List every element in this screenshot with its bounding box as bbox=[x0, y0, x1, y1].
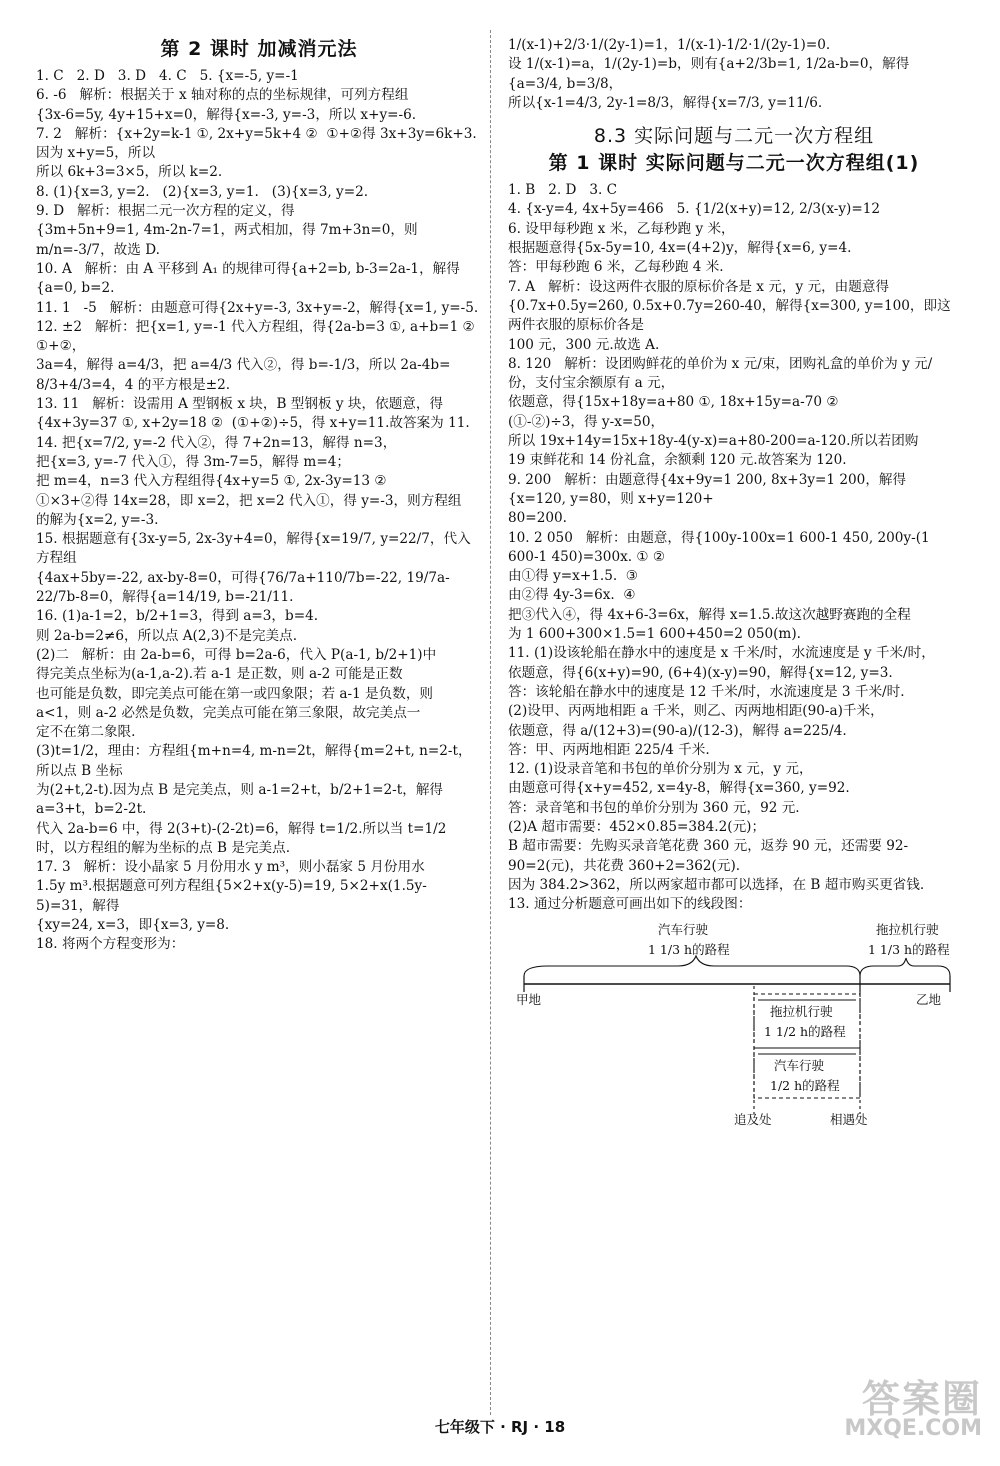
answer-line: 8. 120 解析：设团购鲜花的单价为 x 元/束，团购礼盒的单价为 y 元/ bbox=[508, 355, 933, 372]
answer-line: 3a=4，解得 a=4/3，把 a=4/3 代入②，得 b=-1/3，所以 2a-4b= bbox=[36, 357, 451, 374]
answer-line: 19 束鲜花和 14 份礼盒，余额剩 120 元.故答案为 120. bbox=[508, 452, 847, 469]
answer-line: 80=200. bbox=[508, 510, 567, 527]
answer-line: 则 2a-b=2≠6，所以点 A(2,3)不是完美点. bbox=[36, 627, 298, 644]
answer-line: 代入 2a-b=6 中，得 2(3+t)-(2-2t)=6，解得 t=1/2.所以当 t=1/2 bbox=[36, 820, 447, 837]
page-footer: 七年级下 · RJ · 18 bbox=[434, 1418, 566, 1436]
answer-line: 13. 通过分析题意可画出如下的线段图： bbox=[508, 896, 752, 913]
answer-line: 1. C 2. D 3. D 4. C 5. {x=-5, y=-1 bbox=[36, 68, 299, 84]
answer-line: 10. 2 050 解析：由题意，得{100y-100x=1 600-1 450, 200y-(1 600-1 450)=300x. ① ② bbox=[508, 529, 935, 565]
answer-line: 答：录音笔和书包的单价分别为 360 元，92 元. bbox=[508, 799, 800, 816]
watermark-url: MXQE.COM bbox=[844, 1416, 982, 1441]
answer-line: 定不在第二象限. bbox=[36, 724, 136, 741]
answer-line: 6. -6 解析：根据关于 x 轴对称的点的坐标规律，可列方程组 bbox=[36, 87, 409, 104]
right-column bbox=[508, 36, 960, 1130]
answer-line: 8. (1){x=3, y=2. (2){x=3, y=1. (3){x=3, y=2. bbox=[36, 183, 369, 200]
answer-line: 100 元，300 元.故选 A. bbox=[508, 336, 660, 353]
answer-line: (①-②)÷3，得 y-x=50， bbox=[508, 413, 665, 430]
answer-line: 依题意，得{6(x+y)=90, (6+4)(x-y)=90，解得{x=12, y=3. bbox=[508, 664, 893, 681]
answer-line: 1. B 2. D 3. C bbox=[508, 182, 618, 199]
tractor-mid-label-2: 1 1/2 h的路程 bbox=[764, 1024, 846, 1040]
answer-line: 答：该轮船在静水中的速度是 12 千米/时，水流速度是 3 千米/时. bbox=[508, 683, 905, 700]
answer-line: 15. 根据题意有{3x-y=5, 2x-3y+4=0，解得{x=19/7, y=22/7，代入方程组 bbox=[36, 531, 471, 567]
answer-line: 18. 将两个方程变形为： bbox=[36, 936, 185, 953]
answer-line: 为(2+t,2-t).因为点 B 是完美点，则 a-1=2+t，b/2+1=2-t，解得 bbox=[36, 781, 444, 798]
answer-line: 所以{x-1=4/3, 2y-1=8/3，解得{x=7/3, y=11/6. bbox=[508, 94, 823, 111]
meet-label: 相遇处 bbox=[830, 1112, 868, 1128]
answer-line: 13. 11 解析：设需用 A 型钢板 x 块，B 型钢板 y 块，依题意，得 bbox=[36, 396, 444, 413]
answer-line: 根据题意得{5x-5y=10, 4x=(4+2)y，解得{x=6, y=4. bbox=[508, 240, 852, 257]
answer-line: 7. 2 解析：{x+2y=k-1 ①, 2x+y=5k+4 ② ①+②得 3x+3y=6k+3.因为 x+y=5，所以 bbox=[36, 125, 477, 162]
answer-line: 9. 200 解析：由题意得{4x+9y=1 200, 8x+3y=1 200，解得{x=120, y=80，则 x+y=120+ bbox=[508, 471, 907, 507]
answer-line: 12. (1)设录音笔和书包的单价分别为 x 元，y 元， bbox=[508, 761, 813, 778]
answer-line: 把③代入④，得 4x+6-3=6x，解得 x=1.5.故这次越野赛跑的全程 bbox=[508, 606, 911, 623]
answer-line: 为 1 600+300×1.5=1 600+450=2 050(m). bbox=[508, 626, 801, 643]
answer-line: 答：甲、丙两地相距 225/4 千米. bbox=[508, 741, 710, 758]
answer-line: 把{x=3, y=-7 代入①，得 3m-7=5，解得 m=4； bbox=[36, 453, 350, 470]
answer-line: 4. {x-y=4, 4x+5y=466 5. {1/2(x+y)=12, 2/3(x-y)=12 bbox=[508, 201, 881, 218]
answer-line: (3)t=1/2，理由：方程组{m+n=4, m-n=2t，解得{m=2+t, n=2-t，所以点 B 坐标 bbox=[36, 743, 472, 779]
answer-line: 12. ±2 解析：把{x=1, y=-1 代入方程组，得{2a-b=3 ①, a+b=1 ② ①+②， bbox=[36, 318, 480, 355]
answer-line: 份，支付宝余额原有 a 元， bbox=[508, 375, 675, 392]
answer-line: (2)设甲、丙两地相距 a 千米，则乙、丙两地相距(90-a)千米， bbox=[508, 703, 884, 720]
answer-line: ①×3+②得 14x=28，即 x=2，把 x=2 代入①，得 y=-3，则方程组 bbox=[36, 492, 462, 509]
column-divider bbox=[490, 30, 491, 1415]
answer-line: 所以 6k+3=3×5，所以 k=2. bbox=[36, 164, 223, 181]
answer-line: {0.7x+0.5y=260, 0.5x+0.7y=260-40，解得{x=300, y=100，即这两件衣服的原标价各是 bbox=[508, 297, 951, 334]
tractor-mid-label: 拖拉机行驶 bbox=[770, 1004, 833, 1020]
answer-line: 所以 19x+14y=15x+18y-4(y-x)=a+80-200=a-120.所以若团购 bbox=[508, 433, 919, 450]
right-answer-list bbox=[508, 181, 960, 914]
start-label: 甲地 bbox=[516, 992, 542, 1008]
left-answer-list bbox=[36, 67, 482, 955]
answer-line: 得完美点坐标为(a-1,a-2).若 a-1 是正数，则 a-2 可能是正数 bbox=[36, 666, 403, 683]
answer-line: 7. A 解析：设这两件衣服的原标价各是 x 元，y 元，由题意得 bbox=[508, 278, 890, 295]
answer-line: 90=2(元)，共花费 360+2=362(元). bbox=[508, 857, 741, 874]
answer-line: {3m+5n+9=1, 4m-2n-7=1，两式相加，得 7m+3n=0，则 m/n=-3/7，故选 D. bbox=[36, 222, 422, 258]
answer-line: 把 m=4，n=3 代入方程组得{4x+y=5 ①, 2x-3y=13 ② bbox=[36, 473, 387, 490]
answer-line: 设 1/(x-1)=a，1/(2y-1)=b，则有{a+2/3b=1, 1/2a-b=0，解得{a=3/4, b=3/8， bbox=[508, 56, 910, 92]
catch-up-label: 追及处 bbox=[734, 1112, 772, 1128]
answer-line: 1.5y m³.根据题意可列方程组{5×2+x(y-5)=19, 5×2+x(1.5y-5)=31，解得 bbox=[36, 878, 427, 914]
answer-line: 由①得 y=x+1.5. ③ bbox=[508, 568, 638, 585]
car-top-label: 汽车行驶 bbox=[658, 922, 709, 938]
answer-line: 8/3+4/3=4，4 的平方根是±2. bbox=[36, 376, 231, 393]
answer-line: 答：甲每秒跑 6 米，乙每秒跑 4 米. bbox=[508, 259, 724, 276]
answer-line: 17. 3 解析：设小晶家 5 月份用水 y m³，则小磊家 5 月份用水 bbox=[36, 859, 425, 876]
answer-line: {4x+3y=37 ①, x+2y=18 ② (①+②)÷5，得 x+y=11.故答案为 11. bbox=[36, 415, 470, 432]
answer-line: 16. (1)a-1=2，b/2+1=3，得到 a=3，b=4. bbox=[36, 608, 319, 625]
left-column bbox=[36, 36, 482, 955]
answer-line: 也可能是负数，即完美点可能在第一或四象限；若 a-1 是负数，则 bbox=[36, 685, 434, 702]
answer-line: {4ax+5by=-22, ax-by-8=0，可得{76/7a+110/7b=-22, 19/7a-22/7b-8=0，解得{a=14/19, b=-21/11. bbox=[36, 569, 450, 606]
answer-line: 的解为{x=2, y=-3. bbox=[36, 511, 159, 528]
answer-line: (2)A 超市需要：452×0.85=384.2(元)； bbox=[508, 818, 766, 835]
answer-line: {xy=24, x=3，即{x=3, y=8. bbox=[36, 917, 230, 934]
answer-line: 11. 1 -5 解析：由题意可得{2x+y=-3, 3x+y=-2，解得{x=1, y=-5. bbox=[36, 299, 479, 316]
answer-line: 14. 把{x=7/2, y=-2 代入②，得 7+2n=13，解得 n=3， bbox=[36, 434, 397, 451]
car-mid-label: 汽车行驶 bbox=[774, 1058, 825, 1074]
answer-line: 因为 384.2>362，所以两家超市都可以选择，在 B 超市购买更省钱. bbox=[508, 876, 925, 893]
answer-line: 由题意可得{x+y=452, x=4y-8，解得{x=360, y=92. bbox=[508, 780, 850, 797]
continued-answer bbox=[508, 36, 960, 113]
answer-line: 时，以方程组的解为坐标的点 B 是完美点. bbox=[36, 839, 291, 856]
answer-line: (2)二 解析：由 2a-b=6，可得 b=2a-6，代入 P(a-1, b/2+1)中 bbox=[36, 646, 437, 663]
answer-line: 10. A 解析：由 A 平移到 A₁ 的规律可得{a+2=b, b-3=2a-1，解得{a=0, b=2. bbox=[36, 260, 460, 297]
answer-line: 6. 设甲每秒跑 x 米，乙每秒跑 y 米， bbox=[508, 220, 735, 237]
answer-line: a<1，则 a-2 必然是负数，完美点可能在第三象限，故完美点一 bbox=[36, 704, 421, 721]
end-label: 乙地 bbox=[916, 992, 942, 1008]
answer-line: 依题意，得{15x+18y=a+80 ①, 18x+15y=a-70 ② bbox=[508, 394, 839, 411]
watermark-logo bbox=[812, 1377, 982, 1454]
tractor-top-label: 拖拉机行驶 bbox=[876, 922, 939, 938]
answer-line: {3x-6=5y, 4y+15+x=0，解得{x=-3, y=-3，所以 x+y=-6. bbox=[36, 106, 417, 123]
watermark-text: 答案圈 bbox=[861, 1377, 982, 1421]
answer-line: 由②得 4y-3=6x. ④ bbox=[508, 587, 636, 604]
answer-line: 1/(x-1)+2/3·1/(2y-1)=1，1/(x-1)-1/2·1/(2y-1)=0. bbox=[508, 37, 831, 53]
car-top-label-2: 1 1/3 h的路程 bbox=[648, 942, 730, 958]
tractor-top-label-2: 1 1/3 h的路程 bbox=[868, 942, 950, 958]
car-mid-label-2: 1/2 h的路程 bbox=[770, 1078, 840, 1094]
line-segment-diagram bbox=[508, 920, 960, 1130]
answer-line: B 超市需要：先购买录音笔花费 360 元，返券 90 元，还需要 92- bbox=[508, 838, 909, 855]
section-title: 8.3 实际问题与二元一次方程组 bbox=[593, 125, 875, 148]
answer-line: 9. D 解析：根据二元一次方程的定义，得 bbox=[36, 203, 295, 220]
answer-line: 依题意，得 a/(12+3)=(90-a)/(12-3)，解得 a=225/4. bbox=[508, 722, 847, 739]
lesson-title: 第 2 课时 加减消元法 bbox=[160, 38, 358, 60]
subsection-title: 第 1 课时 实际问题与二元一次方程组(1) bbox=[548, 152, 920, 175]
answer-line: a=3+t，b=2-2t. bbox=[36, 801, 147, 818]
answer-line: 11. (1)设该轮船在静水中的速度是 x 千米/时，水流速度是 y 千米/时， bbox=[508, 645, 935, 662]
